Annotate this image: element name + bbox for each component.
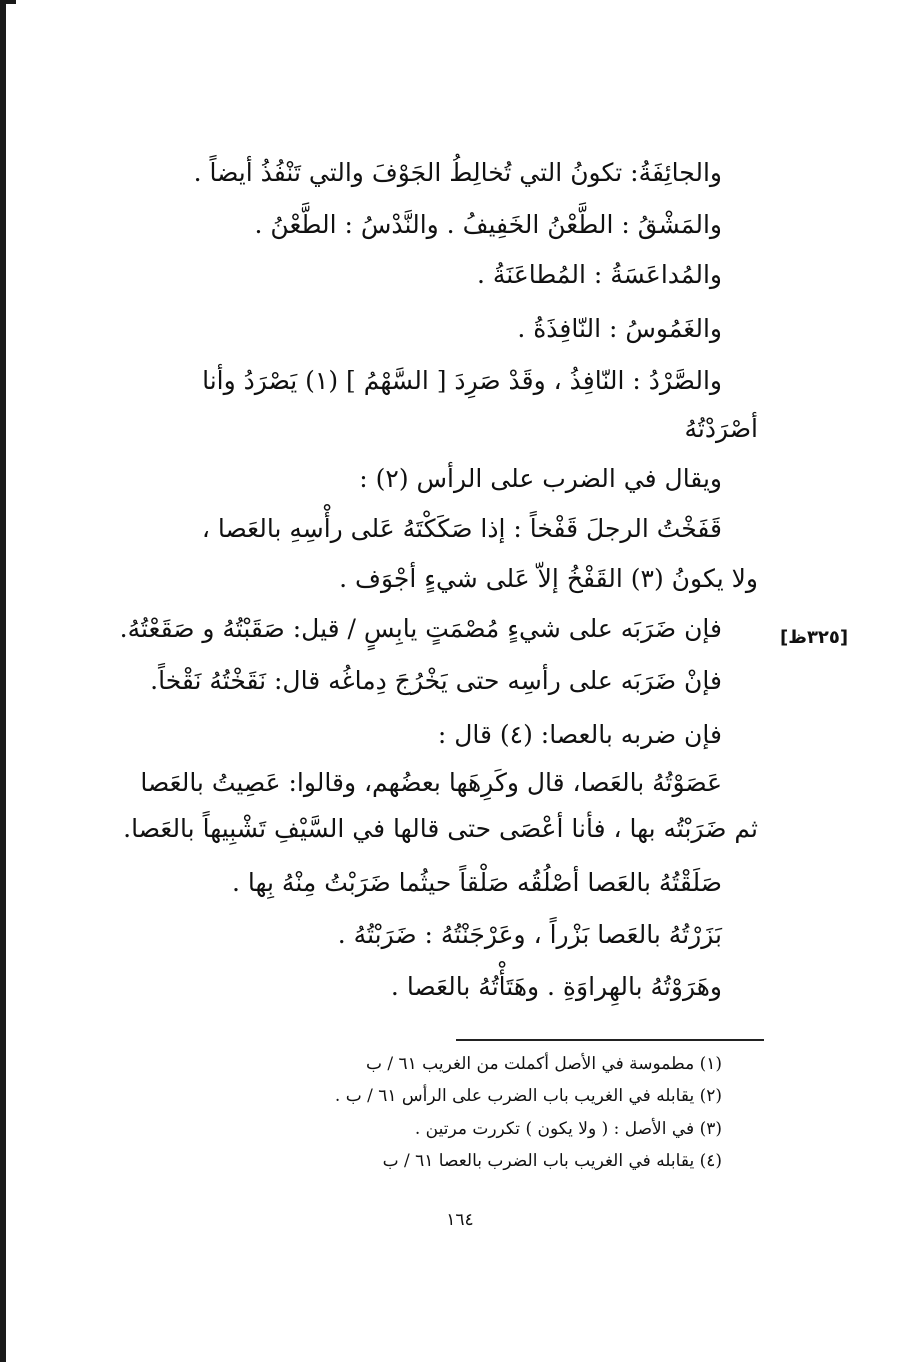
footnote-3: (٣) في الأصل : ( ولا يكون ) تكررت مرتين . (414, 1119, 722, 1139)
text-line-7: ويقال في الضرب على الرأس (٢) : (359, 464, 722, 493)
text-line-10: فإن ضَرَبَه على شيءٍ مُصْمَتٍ يابِسٍ / قيل: صَقَبْتُهُ و صَقَعْتُهُ. (119, 614, 722, 643)
page-number: ١٦٤ (446, 1210, 474, 1230)
text-line-3: والمُداعَسَةُ : المُطاعَنَةُ . (477, 260, 722, 289)
footnote-separator (456, 1039, 764, 1041)
text-line-17: وهَرَوْتُهُ بالهِراوَةِ . وهَتَأْتُهُ بالعَصا . (390, 972, 722, 1001)
text-line-16: بَزَرْتُهُ بالعَصا بَزْراً ، وعَرْجَنْتُهُ : ضَرَبْتُهُ . (337, 920, 722, 949)
text-line-11: فإنْ ضَرَبَه على رأسِه حتى يَخْرُجَ دِماغُه قال: نَقَخْتُهُ نَقْخاً. (150, 666, 722, 695)
text-line-2: والمَشْقُ : الطَّعْنُ الخَفِيفُ . والنَّدْسُ : الطَّعْنُ . (254, 210, 722, 239)
footnote-1: (١) مطموسة في الأصل أكملت من الغريب ٦١ / ب (365, 1054, 722, 1074)
page-edge-corner (0, 0, 16, 4)
text-line-8: قَفَخْتُ الرجلَ قَفْخاً : إذا صَكَكْتَهُ عَلى رأْسِهِ بالعَصا ، (201, 514, 722, 543)
margin-folio-reference: [٣٢٥ظ] (780, 627, 849, 648)
footnote-2: (٢) يقابله في الغريب باب الضرب على الرأس ٦١ / ب . (334, 1086, 722, 1106)
text-line-15: صَلَقْتُهُ بالعَصا أصْلُقُه صَلْقاً حيثُما ضَرَبْتُ مِنْهُ بِها . (231, 868, 722, 897)
text-line-12: فإن ضربه بالعصا: (٤) قال : (437, 720, 722, 749)
text-line-4: والغَمُوسُ : النّافِذَةُ . (517, 314, 722, 343)
text-line-9: ولا يكونُ (٣) القَفْخُ إلاّ عَلى شيءٍ أجْوَف . (339, 564, 758, 593)
text-line-6: أصْرَدْتُهُ (684, 414, 758, 443)
text-line-13: عَصَوْتُهُ بالعَصا، قال وكَرِهَها بعضُهم، وقالوا: عَصِيتُ بالعَصا (140, 768, 722, 797)
page-edge (0, 0, 6, 1362)
text-line-1: والجائِفَةُ: تكونُ التي تُخالِطُ الجَوْفَ والتي تَنْفُذُ أيضاً . (193, 158, 722, 187)
text-line-5: والصَّرْدُ : النّافِذُ ، وقَدْ صَرِدَ [ السَّهْمُ ] (١) يَصْرَدُ وأنا (202, 366, 722, 395)
footnote-4: (٤) يقابله في الغريب باب الضرب بالعصا ٦١ / ب (382, 1151, 722, 1171)
text-line-14: ثم ضَرَبْتُه بها ، فأنا أعْصَى حتى قالها في السَّيْفِ تَشْبِيهاً بالعَصا. (123, 814, 758, 843)
